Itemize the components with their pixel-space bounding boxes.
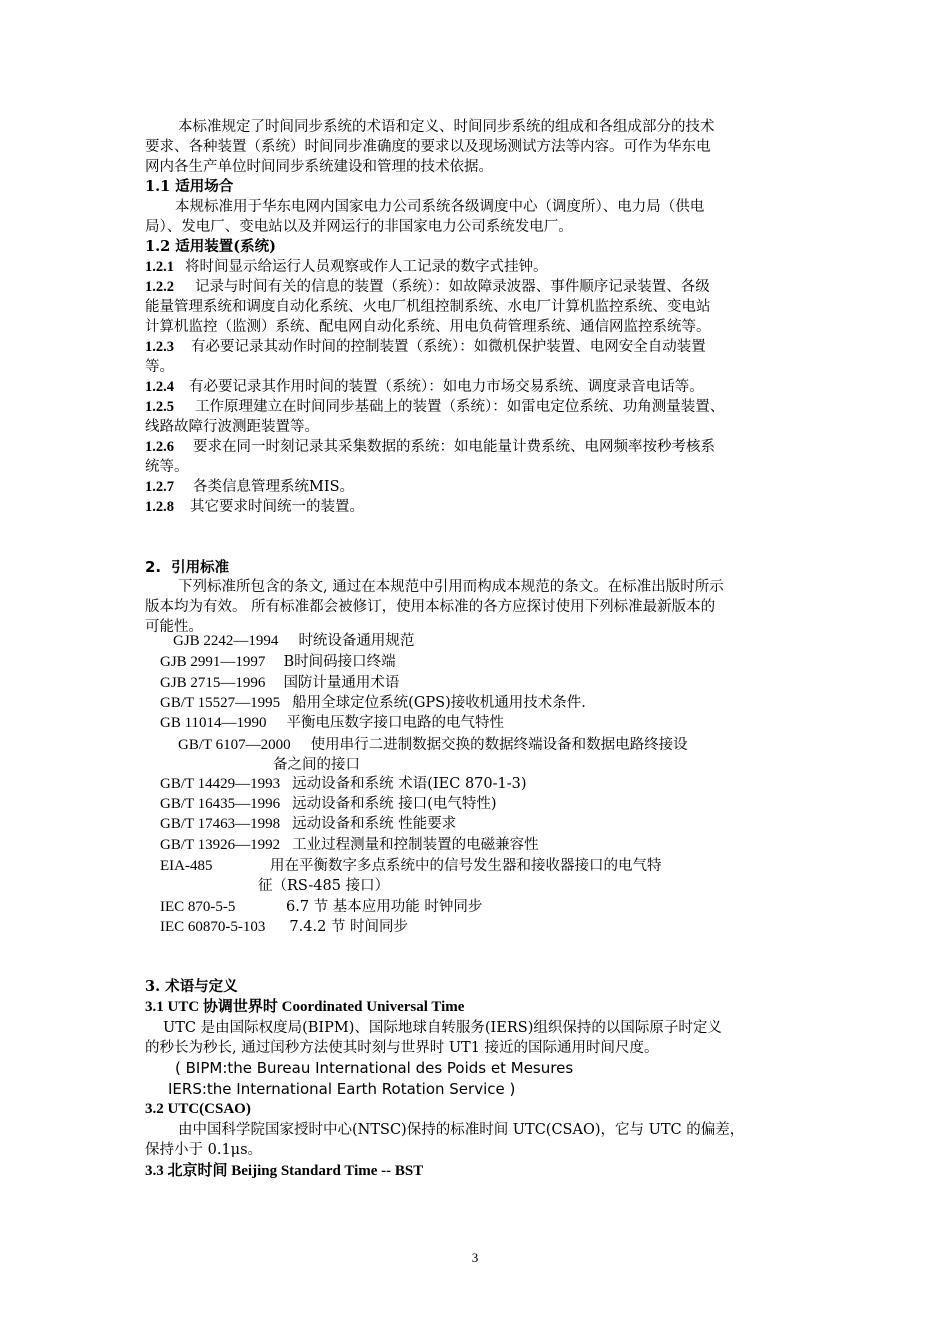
item-text: 各类信息管理系统MIS。 bbox=[193, 479, 355, 495]
standard-code: GB/T 14429—1993 bbox=[160, 776, 281, 792]
item-number: 1.2.8 bbox=[145, 499, 174, 515]
standard-row bbox=[160, 774, 527, 794]
standard-code: IEC 60870-5-103 bbox=[160, 919, 266, 935]
section-3-2-line-1: 由中国科学院国家授时中心(NTSC)保持的标准时间 UTC(CSAO)，它与 UTC 的偏差， bbox=[178, 1122, 745, 1138]
section-2-line-3: 可能性。 bbox=[145, 619, 203, 635]
standard-name: B时间码接口终端 bbox=[283, 654, 396, 670]
item-text: 工作原理建立在时间同步基础上的装置（系统）：如雷电定位系统、功角测量装置、 bbox=[195, 399, 725, 415]
standard-code: GJB 2715—1996 bbox=[160, 675, 266, 691]
standard-name-continued: 征（RS-485 接口） bbox=[258, 878, 390, 894]
standard-code: GJB 2242—1994 bbox=[173, 633, 279, 649]
item-text: 将时间显示给运行人员观察或作人工记录的数字式挂钟。 bbox=[185, 259, 548, 275]
standard-code: GB/T 13926—1992 bbox=[160, 837, 281, 853]
item-1-2-3-line-2: 等。 bbox=[145, 359, 174, 375]
standard-name: 7.4.2 节 时间同步 bbox=[289, 919, 409, 935]
page-number: 3 bbox=[471, 1250, 479, 1265]
section-2-number: 2. bbox=[145, 558, 162, 576]
section-1-1-line-2: 局）、发电厂、变电站以及并网运行的非国家电力公司系统发电厂。 bbox=[145, 219, 573, 235]
section-3-3-heading: 3.3 北京时间 Beijing Standard Time -- BST bbox=[145, 1163, 424, 1179]
standard-row bbox=[160, 856, 662, 876]
intro-line-1: 本标准规定了时间同步系统的术语和定义、时间同步系统的组成和各组成部分的技术 bbox=[178, 119, 715, 135]
item-1-2-2 bbox=[145, 277, 710, 297]
item-1-2-4 bbox=[145, 377, 704, 397]
item-number: 1.2.2 bbox=[145, 279, 174, 295]
standard-row bbox=[178, 735, 688, 755]
section-3-heading: 3. 术语与定义 bbox=[145, 978, 238, 995]
section-2-heading bbox=[145, 557, 229, 578]
standard-name: 时统设备通用规范 bbox=[298, 633, 415, 649]
standard-code: IEC 870-5-5 bbox=[160, 899, 236, 915]
section-3-2-heading: 3.2 UTC(CSAO) bbox=[145, 1101, 251, 1117]
standard-name: 使用串行二进制数据交换的数据终端设备和数据电路终接设 bbox=[310, 737, 688, 753]
section-3-1-heading: 3.1 UTC 协调世界时 Coordinated Universal Time bbox=[145, 999, 465, 1015]
item-text: 其它要求时间统一的装置。 bbox=[190, 499, 364, 515]
section-3-1-line-2: 的秒长为秒长, 通过闰秒方法使其时刻与世界时 UT1 接近的国际通用时间尺度。 bbox=[145, 1040, 659, 1056]
standard-row bbox=[160, 917, 408, 937]
standard-row bbox=[160, 794, 497, 814]
section-1-1-heading: 1.1 适用场合 bbox=[145, 178, 234, 195]
item-1-2-3 bbox=[145, 337, 706, 357]
item-1-2-8 bbox=[145, 497, 364, 517]
standard-code: GB/T 6107—2000 bbox=[178, 737, 291, 753]
standard-name: 国防计量通用术语 bbox=[283, 675, 400, 691]
section-3-2-line-2: 保持小于 0.1μs。 bbox=[145, 1142, 263, 1158]
standard-row bbox=[160, 835, 539, 855]
standard-row bbox=[173, 631, 414, 651]
item-1-2-2-line-3: 计算机监控（监测）系统、配电网自动化系统、用电负荷管理系统、通信网监控系统等。 bbox=[145, 319, 711, 335]
item-1-2-5-line-2: 线路故障行波测距装置等。 bbox=[145, 419, 319, 435]
item-1-2-1 bbox=[145, 257, 548, 277]
item-1-2-5 bbox=[145, 397, 724, 417]
standard-row bbox=[160, 693, 586, 713]
standard-name: 船用全球定位系统(GPS)接收机通用技术条件. bbox=[292, 695, 586, 711]
item-text: 记录与时间有关的信息的装置（系统）：如故障录波器、事件顺序记录装置、各级 bbox=[195, 279, 710, 295]
item-number: 1.2.5 bbox=[145, 399, 174, 415]
standard-row bbox=[160, 652, 396, 672]
item-number: 1.2.4 bbox=[145, 379, 174, 395]
standard-row bbox=[160, 814, 456, 834]
standard-name: 平衡电压数字接口电路的电气特性 bbox=[286, 715, 505, 731]
section-1-1-line-1: 本规标准用于华东电网内国家电力公司系统各级调度中心（调度所）、电力局（供电 bbox=[175, 199, 705, 215]
item-1-2-6 bbox=[145, 437, 715, 457]
item-number: 1.2.6 bbox=[145, 439, 174, 455]
section-3-1-line-1: UTC 是由国际权度局(BIPM)、国际地球自转服务(IERS)组织保持的以国际原子时定义 bbox=[163, 1020, 722, 1036]
standard-name: 工业过程测量和控制装置的电磁兼容性 bbox=[292, 837, 539, 853]
item-text: 有必要记录其动作时间的控制装置（系统）：如微机保护装置、电网安全自动装置 bbox=[191, 339, 706, 355]
item-1-2-7 bbox=[145, 477, 354, 497]
item-1-2-6-line-2: 统等。 bbox=[145, 459, 189, 475]
standard-name: 远动设备和系统 术语(IEC 870-1-3) bbox=[292, 776, 527, 792]
item-number: 1.2.1 bbox=[145, 259, 174, 275]
section-3-1-line-3: ( BIPM:the Bureau International des Poids et Mesures bbox=[175, 1059, 574, 1077]
standard-row bbox=[160, 897, 483, 917]
standard-name: 用在平衡数字多点系统中的信号发生器和接收器接口的电气特 bbox=[270, 858, 662, 874]
standard-code: GJB 2991—1997 bbox=[160, 654, 266, 670]
standard-row bbox=[160, 673, 399, 693]
standard-row bbox=[160, 713, 504, 733]
section-1-2-heading: 1.2 适用装置(系统) bbox=[145, 238, 276, 255]
standard-code: EIA-485 bbox=[160, 858, 213, 874]
item-text: 有必要记录其作用时间的装置（系统）：如电力市场交易系统、调度录音电话等。 bbox=[189, 379, 704, 395]
standard-code: GB 11014—1990 bbox=[160, 715, 267, 731]
item-number: 1.2.7 bbox=[145, 479, 174, 495]
standard-code: GB/T 15527—1995 bbox=[160, 695, 281, 711]
item-text: 要求在同一时刻记录其采集数据的系统：如电能量计费系统、电网频率按秒考核系 bbox=[193, 439, 715, 455]
intro-line-2: 要求、各种装置（系统）时间同步准确度的要求以及现场测试方法等内容。可作为华东电 bbox=[145, 139, 711, 155]
standard-name: 6.7 节 基本应用功能 时钟同步 bbox=[286, 899, 483, 915]
section-2-title: 引用标准 bbox=[171, 559, 230, 576]
standard-code: GB/T 16435—1996 bbox=[160, 796, 281, 812]
section-3-1-line-4: IERS:the International Earth Rotation Service ) bbox=[168, 1080, 516, 1098]
standard-code: GB/T 17463—1998 bbox=[160, 816, 281, 832]
section-2-line-1: 下列标准所包含的条文, 通过在本规范中引用而构成本规范的条文。在标准出版时所示 bbox=[178, 579, 724, 595]
intro-line-3: 网内各生产单位时间同步系统建设和管理的技术依据。 bbox=[145, 159, 493, 175]
standard-name-continued: 备之间的接口 bbox=[273, 757, 360, 773]
item-1-2-2-line-2: 能量管理系统和调度自动化系统、火电厂机组控制系统、水电厂计算机监控系统、变电站 bbox=[145, 299, 711, 315]
item-number: 1.2.3 bbox=[145, 339, 174, 355]
standard-name: 远动设备和系统 性能要求 bbox=[292, 816, 457, 832]
section-2-line-2: 版本均为有效。 所有标准都会被修订，使用本标准的各方应探讨使用下列标准最新版本的 bbox=[145, 599, 716, 615]
standard-name: 远动设备和系统 接口(电气特性) bbox=[292, 796, 497, 812]
